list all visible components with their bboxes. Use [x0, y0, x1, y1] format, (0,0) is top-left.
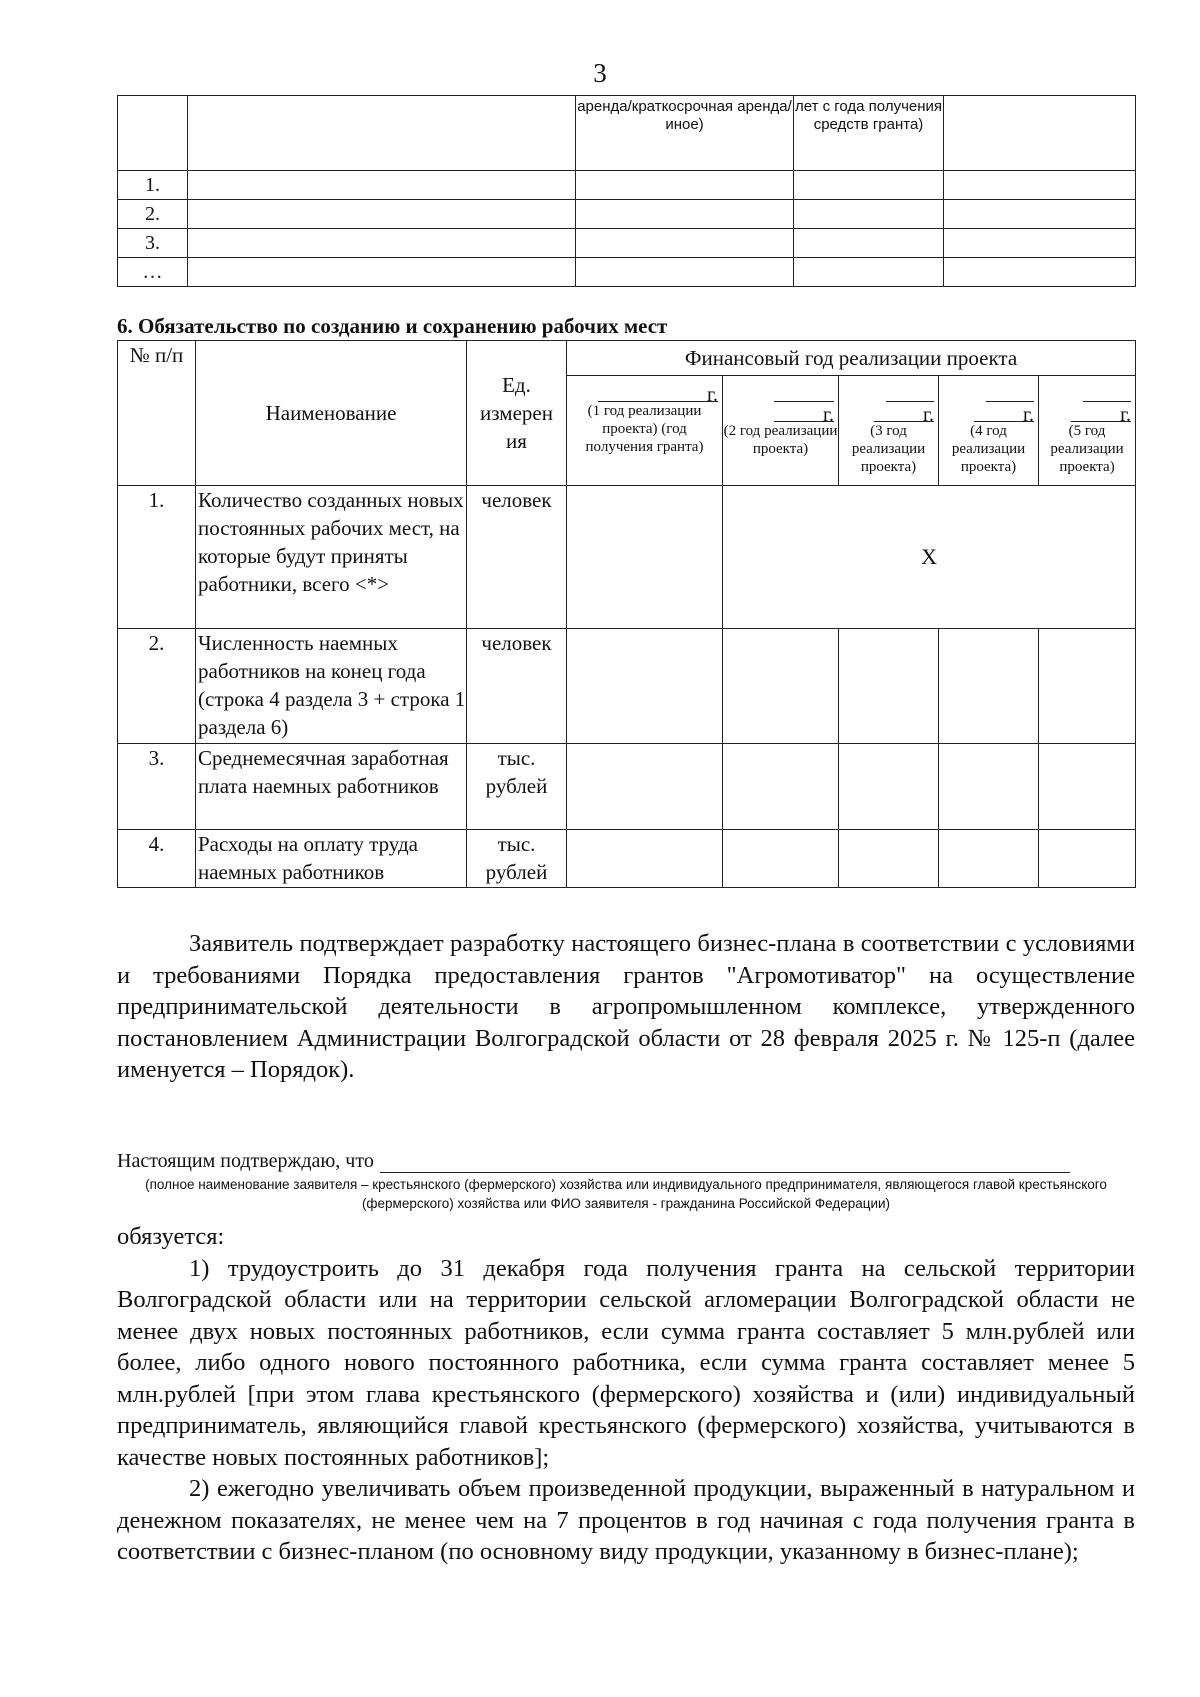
table-cell [944, 96, 1136, 171]
confirm-hint: (полное наименование заявителя – крестьянского (фермерского) хозяйства или индивидуального предпринимателя, являющегося главой крестьянского (фермерского) хозяйства или ФИО заявителя - гражданина Российской Федерации) [145, 1177, 1107, 1211]
row-name: Численность наемных работников на конец года (строка 4 раздела 3 + строка 1 раздела 6) [196, 629, 467, 744]
year-1-header: г. (1 год реализации проекта) (год получения гранта) [567, 376, 723, 486]
table-header-row [118, 341, 1136, 376]
year-2-header: г. (2 год реализации проекта) [723, 376, 839, 486]
statement-text: Заявитель подтверждает разработку настоящего бизнес-плана в соответствии с условиями и требованиями Порядка предоставления грантов "Агромотиватор" на осуществление предпринимательской деятельности в агропромышленном комплексе, утвержденного постановлением Администрации Волгоградской области от 28 февраля 2025 г. № 125-п (далее именуется – Порядок). [117, 930, 1135, 1083]
assets-table [117, 95, 1136, 287]
statement-paragraph [117, 928, 1135, 1086]
confirm-line [117, 1150, 1135, 1173]
year-suffix: г. [974, 405, 1034, 422]
table-row [118, 486, 1136, 629]
applicant-name-blank [380, 1152, 1070, 1173]
row-name: Среднемесячная заработная плата наемных работников [196, 744, 467, 830]
row-number: 1. [118, 171, 188, 200]
row-number: 1. [118, 486, 196, 629]
page-number: 3 [593, 58, 607, 88]
year-5-header: г. (5 год реализации проекта) [1039, 376, 1136, 486]
year-3-header: г. (3 год реализации проекта) [839, 376, 939, 486]
year-suffix: г. [658, 385, 718, 402]
year-suffix: г. [874, 405, 934, 422]
confirm-prefix: Настоящим подтверждаю, что [117, 1150, 374, 1172]
obligation-item: 2) ежегодно увеличивать объем произведенной продукции, выраженный в натуральном и денежном показателях, не менее чем на 7 процентов в год начиная с года получения гранта в соответствии с бизнес-планом (по основному виду продукции, указанному в бизнес-плане); [117, 1475, 1135, 1565]
table-row [118, 200, 1136, 229]
row-number: … [118, 258, 188, 287]
row-number: 3. [118, 229, 188, 258]
section-title: 6. Обязательство по созданию и сохранению рабочих мест [117, 314, 668, 338]
rent-type-header: аренда/краткосрочная аренда/ иное) [576, 96, 794, 171]
row-number: 4. [118, 830, 196, 888]
years-header: лет с года получения средств гранта) [794, 96, 944, 171]
table-row [118, 171, 1136, 200]
row-unit: тыс. рублей [467, 744, 567, 830]
year-4-header: г. (4 год реализации проекта) [939, 376, 1039, 486]
row-number: 3. [118, 744, 196, 830]
row-name: Количество созданных новых постоянных рабочих мест, на которые будут приняты работники, всего <*> [196, 486, 467, 629]
row-unit: тыс. рублей [467, 830, 567, 888]
table-row [118, 258, 1136, 287]
table-row [118, 830, 1136, 888]
table-row [118, 229, 1136, 258]
table-row [118, 629, 1136, 744]
row-number: 2. [118, 629, 196, 744]
table-cell [118, 96, 188, 171]
obligation-item: 1) трудоустроить до 31 декабря года получения гранта на сельской территории Волгоградской области или на территории сельской агломерации Волгоградской области не менее двух новых постоянных работников, если сумма гранта составляет 5 млн.рублей или более, либо одного нового постоянного работника, если сумма гранта составляет менее 5 млн.рублей [при этом глава крестьянского (фермерского) хозяйства и (или) индивидуальный предприниматель, являющийся главой крестьянского (фермерского) хозяйства, учитываются в качестве новых постоянных работников]; [117, 1254, 1135, 1471]
row-number: 2. [118, 200, 188, 229]
year-suffix: г. [774, 405, 834, 422]
obligations-block [117, 1221, 1135, 1568]
table-cell [188, 96, 576, 171]
year-suffix: г. [1071, 405, 1131, 422]
table-row [118, 744, 1136, 830]
row-unit: человек [467, 629, 567, 744]
row-unit: человек [467, 486, 567, 629]
col-name-header: Наименование [196, 341, 467, 486]
fin-year-title: Финансовый год реализации проекта [567, 341, 1136, 376]
row-name: Расходы на оплату труда наемных работников [196, 830, 467, 888]
not-applicable-mark: X [723, 486, 1136, 629]
table-header-row [118, 96, 1136, 171]
jobs-table [117, 340, 1136, 888]
col-num-header: № п/п [118, 341, 196, 486]
col-unit-header: Ед. измерен ия [467, 341, 567, 486]
obligates-label: обязуется: [117, 1223, 225, 1250]
